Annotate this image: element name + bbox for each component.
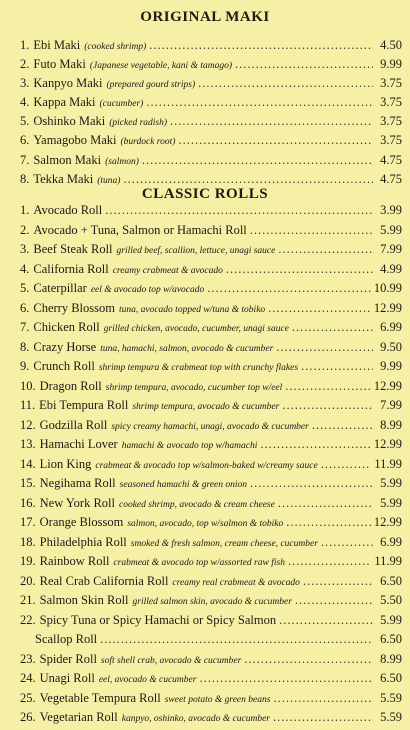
item-price: 4.50 — [380, 38, 402, 52]
menu-item — [20, 201, 402, 221]
menu-item — [20, 221, 402, 241]
item-price: 9.99 — [380, 57, 402, 72]
item-name: New York Roll — [39, 495, 115, 510]
item-price: 9.99 — [380, 359, 402, 373]
item-price: 5.99 — [380, 476, 402, 490]
menu-item — [20, 474, 402, 494]
item-name: Spider Roll — [39, 651, 97, 666]
item-description: shrimp tempura & crabmeat top with crunchy flakes — [98, 363, 299, 373]
dot-leader — [105, 201, 373, 221]
dot-leader — [288, 552, 371, 572]
menu-item — [20, 357, 402, 377]
dot-leader — [273, 708, 373, 728]
dot-leader — [100, 630, 373, 650]
item-name: Yamagobo Maki — [33, 133, 117, 148]
item-description: (burdock root) — [120, 137, 176, 148]
item-number: 2. — [20, 57, 30, 72]
item-name: Hamachi Lover — [39, 437, 118, 451]
dot-leader — [276, 338, 373, 358]
item-description: creamy real crabmeat & avocado — [172, 577, 300, 588]
menu-item — [20, 260, 402, 280]
dot-leader — [146, 93, 373, 112]
item-name: Crazy Horse — [33, 339, 97, 354]
item-price: 3.75 — [380, 95, 402, 110]
item-name: Kanpyo Maki — [33, 76, 103, 91]
item-price: 11.99 — [374, 456, 402, 471]
item-number: 1. — [20, 38, 30, 52]
item-name: Futo Maki — [33, 57, 86, 72]
dot-leader — [273, 689, 373, 709]
dot-leader — [278, 494, 373, 514]
original-maki-list — [20, 36, 402, 189]
item-description: tuna, hamachi, salmon, avocado & cucumber — [100, 343, 274, 354]
item-name: Dragon Roll — [39, 378, 102, 393]
item-price: 7.99 — [380, 398, 402, 412]
item-name: Ebi Maki — [33, 38, 81, 52]
item-description: (salmon) — [105, 156, 139, 167]
menu-item — [20, 74, 402, 93]
item-description: shrimp tempura, avocado & cucumber — [132, 402, 280, 412]
dot-leader — [250, 474, 373, 494]
menu-item — [20, 708, 402, 728]
item-price: 5.99 — [380, 612, 402, 627]
menu-item — [20, 533, 402, 553]
menu-item — [20, 650, 402, 670]
item-price: 3.75 — [380, 114, 402, 129]
item-name: Real Crab California Roll — [39, 573, 169, 588]
item-price: 12.99 — [373, 515, 402, 529]
item-description: spicy creamy hamachi, unagi, avocado & cucumber — [111, 421, 309, 432]
item-description: eel & avocado top w/avocado — [90, 285, 205, 295]
item-description: tuna, avocado topped w/tuna & tobiko — [118, 304, 266, 315]
menu-item — [20, 36, 402, 55]
item-name: Chicken Roll — [33, 320, 100, 334]
section-heading-classic-rolls: CLASSIC ROLLS — [141, 186, 269, 202]
item-description: grilled beef, scallion, lettuce, unagi sauce — [116, 246, 276, 256]
menu-item — [20, 377, 402, 397]
item-number: 25. — [20, 690, 36, 705]
item-price: 5.59 — [380, 710, 402, 724]
item-price: 3.99 — [380, 203, 402, 217]
item-name: Salmon Maki — [33, 152, 102, 167]
menu-item — [20, 338, 402, 358]
item-number: 2. — [20, 222, 30, 237]
item-number: 6. — [20, 300, 30, 315]
item-price: 3.75 — [380, 76, 402, 91]
menu-item — [20, 611, 402, 631]
item-description: (Japanese vegetable, kani & tamago) — [89, 61, 233, 72]
item-number: 5. — [20, 114, 30, 129]
item-name: Tekka Maki — [33, 171, 94, 186]
item-description: cooked shrimp, avocado & cream cheese — [119, 499, 275, 510]
item-description: (prepared gourd strips) — [106, 80, 196, 91]
menu-item — [20, 455, 402, 475]
menu-item — [20, 112, 402, 131]
item-name: Orange Blossom — [39, 515, 124, 529]
dot-leader — [279, 611, 373, 631]
item-description: soft shell crab, avocado & cucumber — [100, 655, 242, 666]
item-name: Negihama Roll — [39, 476, 116, 490]
item-price: 12.99 — [373, 300, 402, 315]
item-name: Cherry Blossom — [33, 300, 115, 315]
menu-item — [20, 572, 402, 592]
item-name: Scallop Roll — [35, 632, 98, 646]
item-price: 5.99 — [380, 495, 402, 510]
menu-item — [20, 55, 402, 74]
dot-leader — [268, 299, 371, 319]
item-description: eel, avocado & cucumber — [98, 675, 197, 685]
item-number: 4. — [20, 95, 30, 110]
item-description: seasoned hamachi & green onion — [119, 480, 248, 490]
item-name: Spicy Tuna or Spicy Hamachi or Spicy Salmon — [39, 612, 277, 627]
item-price: 12.99 — [373, 437, 402, 451]
dot-leader — [285, 377, 371, 397]
item-description: grilled salmon skin, avocado & cucumber — [132, 597, 292, 607]
dot-leader — [199, 669, 373, 689]
item-number: 26. — [20, 710, 36, 724]
item-name: Avocado + Tuna, Salmon or Hamachi Roll — [33, 222, 247, 237]
dot-leader — [235, 55, 373, 74]
item-description: sweet potato & green beans — [164, 694, 271, 705]
item-number: 20. — [20, 573, 36, 588]
item-number: 8. — [20, 171, 30, 186]
item-number: 10. — [20, 378, 36, 393]
item-number: 16. — [20, 495, 36, 510]
item-name: Godzilla Roll — [39, 417, 108, 432]
menu-item — [20, 435, 402, 455]
menu-item — [20, 131, 402, 150]
item-description: (tuna) — [97, 175, 121, 186]
dot-leader — [260, 435, 371, 455]
item-name: Kappa Maki — [33, 95, 96, 110]
item-description: kanpyo, oshinko, avocado & cucumber — [121, 714, 271, 724]
item-description: shrimp tempura, avocado, cucumber top w/eel — [105, 382, 283, 393]
item-number: 9. — [20, 359, 30, 373]
dot-leader — [226, 260, 373, 280]
item-price: 11.99 — [374, 554, 402, 568]
dot-leader — [178, 131, 373, 150]
item-price: 8.99 — [380, 417, 402, 432]
item-price: 9.50 — [380, 339, 402, 354]
item-name: Rainbow Roll — [39, 554, 110, 568]
menu-item — [20, 513, 402, 533]
item-number: 22. — [20, 612, 36, 627]
dot-leader — [244, 650, 373, 670]
item-number: 6. — [20, 133, 30, 148]
item-price: 6.50 — [380, 573, 402, 588]
dot-leader — [321, 455, 372, 475]
dot-leader — [142, 151, 373, 170]
item-name: Beef Steak Roll — [33, 242, 113, 256]
dot-leader — [301, 357, 373, 377]
item-name: Philadelphia Roll — [39, 534, 127, 549]
menu-item — [20, 151, 402, 170]
item-price: 7.99 — [380, 242, 402, 256]
item-price: 6.50 — [380, 671, 402, 685]
menu-item — [20, 93, 402, 112]
dot-leader — [286, 513, 371, 533]
item-description: crabmeat & avocado top w/assorted raw fish — [113, 558, 285, 568]
item-number: 24. — [20, 671, 36, 685]
dot-leader — [278, 240, 373, 260]
item-number: 11. — [20, 398, 36, 412]
item-name: California Roll — [33, 261, 109, 276]
item-price: 6.50 — [380, 632, 402, 646]
item-description: salmon, avocado, top w/salmon & tobiko — [127, 519, 284, 529]
menu-item — [20, 279, 402, 299]
menu-item — [20, 240, 402, 260]
item-name: Oshinko Maki — [33, 114, 106, 129]
dot-leader — [292, 318, 373, 338]
dot-leader — [295, 591, 373, 611]
menu-item — [20, 630, 402, 650]
item-name: Crunch Roll — [33, 359, 95, 373]
menu-item — [20, 416, 402, 436]
dot-leader — [250, 221, 373, 241]
item-name: Lion King — [39, 456, 92, 471]
item-number: 3. — [20, 242, 30, 256]
item-name: Ebi Tempura Roll — [39, 398, 129, 412]
item-price: 10.99 — [373, 281, 402, 295]
item-price: 3.75 — [380, 133, 402, 148]
section-heading-original-maki: ORIGINAL MAKI — [140, 9, 270, 25]
menu-item — [20, 318, 402, 338]
item-price: 6.99 — [380, 534, 402, 549]
item-price: 5.59 — [380, 690, 402, 705]
item-price: 8.99 — [380, 651, 402, 666]
menu-item — [20, 396, 402, 416]
item-description: (picked radish) — [109, 118, 168, 129]
menu-item — [20, 299, 402, 319]
item-price: 6.99 — [380, 320, 402, 334]
item-description: (cooked shrimp) — [84, 42, 147, 52]
item-description: grilled chicken, avocado, cucumber, unagi sauce — [103, 324, 289, 334]
item-number: 1. — [20, 203, 30, 217]
item-name: Salmon Skin Roll — [39, 593, 129, 607]
item-name: Unagi Roll — [39, 671, 95, 685]
menu-item — [20, 591, 402, 611]
item-number: 17. — [20, 515, 36, 529]
menu-item — [20, 689, 402, 709]
menu-item — [20, 552, 402, 572]
item-number: 19. — [20, 554, 36, 568]
item-number: 23. — [20, 651, 36, 666]
menu-item — [20, 494, 402, 514]
item-number: 3. — [20, 76, 30, 91]
item-number: 7. — [20, 320, 30, 334]
dot-leader — [170, 112, 373, 131]
item-description: smoked & fresh salmon, cream cheese, cucumber — [130, 538, 318, 549]
item-price: 4.99 — [380, 261, 402, 276]
item-description: (cucumber) — [99, 99, 144, 110]
item-number: 5. — [20, 281, 30, 295]
item-number: 12. — [20, 417, 36, 432]
dot-leader — [312, 416, 373, 436]
item-number: 13. — [20, 437, 36, 451]
menu-item — [20, 669, 402, 689]
item-number: 4. — [20, 261, 30, 276]
item-description: creamy crabmeat & avocado — [112, 265, 223, 276]
item-number: 8. — [20, 339, 30, 354]
classic-rolls-list — [20, 201, 402, 728]
item-description: crabmeat & avocado top w/salmon-baked w/creamy sauce — [95, 460, 318, 471]
dot-leader — [282, 396, 373, 416]
item-number: 15. — [20, 476, 36, 490]
item-number: 18. — [20, 534, 36, 549]
dot-leader — [303, 572, 373, 592]
item-name: Caterpillar — [33, 281, 87, 295]
item-price: 5.50 — [380, 593, 402, 607]
item-number: 7. — [20, 152, 30, 167]
dot-leader — [149, 36, 373, 55]
item-price: 12.99 — [373, 378, 402, 393]
dot-leader — [198, 74, 373, 93]
item-name: Vegetarian Roll — [39, 710, 118, 724]
item-name: Vegetable Tempura Roll — [39, 690, 161, 705]
item-number: 21. — [20, 593, 36, 607]
item-price: 4.75 — [380, 171, 402, 186]
item-name: Avocado Roll — [33, 203, 103, 217]
item-description: hamachi & avocado top w/hamachi — [121, 441, 258, 451]
dot-leader — [207, 279, 371, 299]
item-number: 14. — [20, 456, 36, 471]
dot-leader — [321, 533, 373, 553]
item-price: 5.99 — [380, 222, 402, 237]
item-price: 4.75 — [380, 152, 402, 167]
